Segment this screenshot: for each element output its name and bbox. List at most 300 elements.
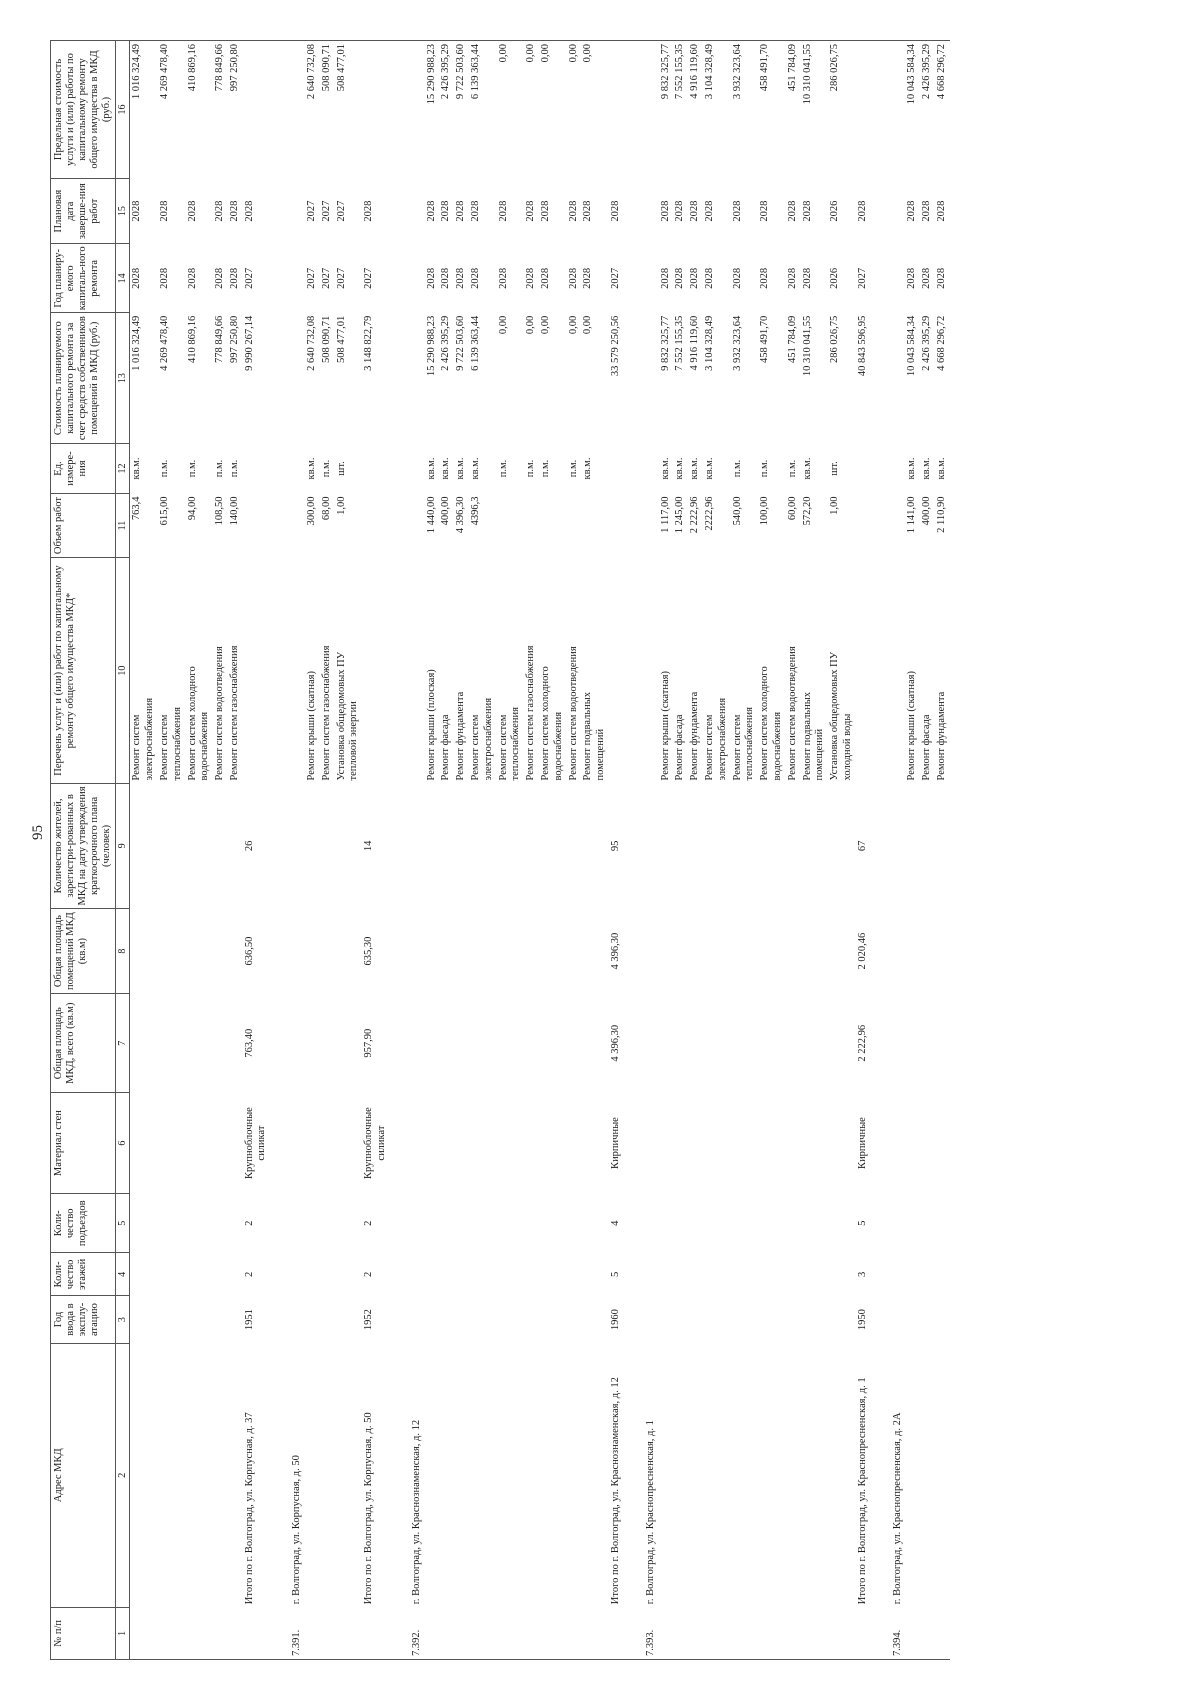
work-row [786, 41, 801, 1660]
empty-cell [130, 1194, 158, 1253]
limit-cost-cell: 778 849,66 [213, 41, 228, 179]
empty-cell [213, 1253, 228, 1296]
end-date-cell: 2028 [704, 200, 715, 222]
empty-cell [639, 1093, 659, 1194]
empty-cell [130, 1253, 158, 1296]
repair-year-cell: 2028 [704, 267, 715, 289]
limit-cost-cell: 286 026,75 [828, 41, 856, 179]
work-row [539, 41, 567, 1660]
empty-cell [130, 1296, 158, 1344]
total-label-cell: Итого по г. Волгоград, ул. Корпусная, д. 37 [243, 1412, 255, 1605]
empty-cell [285, 908, 305, 994]
entrances-cell: 5 [856, 1220, 868, 1226]
work-name-cell: Ремонт систем газоснабжения [320, 645, 332, 781]
empty-cell [673, 1253, 688, 1296]
empty-cell [213, 1093, 228, 1194]
empty-cell [609, 1607, 639, 1659]
item-number: 7.391. [285, 1607, 305, 1659]
cost-cell: 286 026,75 [829, 315, 841, 364]
empty-cell [886, 493, 906, 557]
empty-cell [673, 994, 688, 1093]
total-end-cell: 2028 [610, 200, 622, 222]
work-name-cell: Установка общедомовых ПУ тепловой энергии [335, 651, 360, 781]
empty-cell [703, 1296, 731, 1344]
header-cell: Коли-чество подъездов [51, 1194, 116, 1253]
total-row [609, 41, 639, 1660]
empty-cell [469, 1343, 497, 1607]
empty-cell [469, 994, 497, 1093]
empty-cell [285, 178, 305, 243]
empty-cell [731, 784, 759, 909]
area-rooms-cell: 4 396,30 [610, 932, 622, 970]
empty-cell [886, 244, 906, 313]
cost-cell: 997 250,80 [228, 315, 240, 364]
empty-cell [639, 1194, 659, 1253]
empty-cell [524, 1253, 539, 1296]
empty-cell [213, 908, 228, 994]
repair-year-cell: 2028 [801, 267, 813, 289]
work-row [454, 41, 469, 1660]
work-name-cell: Ремонт подвальных помещений [582, 691, 607, 781]
volume-cell [539, 493, 567, 557]
total-year-cell: 2027 [243, 267, 255, 289]
empty-cell [243, 41, 286, 179]
limit-cost-cell: 0,00 [539, 41, 567, 179]
empty-cell [688, 1343, 703, 1607]
empty-cell [243, 558, 286, 784]
total-cost-cell: 9 990 267,14 [243, 315, 255, 371]
empty-cell [905, 994, 920, 1093]
area-rooms-cell: 2 020,46 [856, 932, 868, 970]
residents-cell: 67 [856, 840, 868, 852]
total-row [856, 41, 886, 1660]
empty-cell [856, 493, 886, 557]
empty-cell [609, 41, 639, 179]
work-row [497, 41, 525, 1660]
column-number: 8 [116, 908, 130, 994]
limit-cost-cell: 10 310 041,55 [801, 41, 829, 179]
volume-cell: 400,00 [440, 496, 452, 526]
empty-cell [659, 1253, 674, 1296]
end-date-cell: 2028 [455, 200, 467, 222]
limit-cost-cell: 10 043 584,34 [905, 41, 920, 179]
empty-cell [639, 493, 659, 557]
volume-cell: 1 245,00 [674, 496, 686, 534]
empty-cell [905, 1194, 920, 1253]
work-name-cell: Ремонт крыши (скатная) [906, 670, 918, 781]
repair-year-cell: 2028 [525, 267, 537, 289]
empty-cell [524, 1093, 539, 1194]
empty-cell [439, 908, 454, 994]
empty-cell [609, 444, 639, 494]
repair-year-cell: 2028 [689, 267, 701, 289]
repair-year-cell: 2028 [759, 267, 771, 289]
empty-cell [335, 1343, 363, 1607]
empty-cell [609, 558, 639, 784]
empty-cell [703, 784, 731, 909]
empty-cell [758, 908, 786, 994]
empty-cell [524, 784, 539, 909]
cost-cell: 2 640 732,08 [306, 315, 318, 371]
empty-cell [920, 1093, 935, 1194]
header-cell: Перечень услуг и (или) работ по капитальному ремонту общего имущества МКД* [51, 558, 116, 784]
empty-cell [567, 1343, 582, 1607]
repair-year-cell: 2028 [425, 267, 437, 289]
unit-cell: кв.м. [659, 457, 671, 480]
empty-cell [158, 784, 186, 909]
empty-cell [439, 784, 454, 909]
volume-cell: 540,00 [731, 496, 743, 526]
cost-cell: 1 016 324,49 [131, 315, 143, 371]
empty-cell [186, 784, 214, 909]
end-date-cell: 2028 [470, 200, 482, 222]
empty-cell [567, 994, 582, 1093]
total-label-cell: Итого по г. Волгоград, ул. Краснопресненская, д. 1 [856, 1377, 868, 1605]
volume-cell: 400,00 [921, 496, 933, 526]
limit-cost-cell: 2 426 395,29 [920, 41, 935, 179]
end-date-cell: 2028 [659, 200, 671, 222]
end-date-cell: 2028 [674, 200, 686, 222]
empty-cell [320, 994, 335, 1093]
empty-cell [213, 1194, 228, 1253]
empty-cell [305, 1093, 320, 1194]
address-row [285, 41, 305, 1660]
work-name-cell: Ремонт систем газоснабжения [228, 645, 240, 781]
wall-material-cell: Кирпичные [856, 1117, 868, 1169]
empty-cell [801, 1253, 829, 1296]
repair-year-cell: 2028 [540, 267, 552, 289]
volume-cell: 1,00 [335, 496, 347, 515]
empty-cell [228, 784, 243, 909]
empty-cell [362, 444, 405, 494]
volume-cell: 140,00 [228, 496, 240, 526]
empty-cell [439, 1296, 454, 1344]
unit-cell: п.м. [731, 459, 743, 478]
empty-cell [524, 994, 539, 1093]
empty-cell [856, 558, 886, 784]
header-row [51, 41, 116, 1660]
end-date-cell: 2026 [829, 200, 841, 222]
empty-cell [213, 784, 228, 909]
empty-cell [497, 1607, 525, 1659]
column-number-row [116, 41, 130, 1660]
volume-cell [567, 493, 582, 557]
unit-cell: кв.м. [689, 457, 701, 480]
cost-cell: 458 491,70 [759, 315, 771, 364]
unit-cell: кв.м. [425, 457, 437, 480]
empty-cell [688, 908, 703, 994]
empty-cell [439, 1253, 454, 1296]
empty-cell [335, 784, 363, 909]
empty-cell [320, 1093, 335, 1194]
empty-cell [801, 784, 829, 909]
unit-cell: п.м. [759, 459, 771, 478]
repair-year-cell: 2028 [440, 267, 452, 289]
empty-cell [305, 1296, 320, 1344]
cost-cell: 0,00 [582, 315, 594, 335]
empty-cell [305, 784, 320, 909]
empty-cell [786, 994, 801, 1093]
column-number: 14 [116, 244, 130, 313]
empty-cell [731, 994, 759, 1093]
cost-cell: 0,00 [567, 315, 579, 335]
empty-cell [703, 908, 731, 994]
empty-cell [609, 493, 639, 557]
work-name-cell: Ремонт крыши (скатная) [306, 670, 318, 781]
volume-cell: 2222,96 [704, 496, 715, 531]
unit-cell: п.м. [214, 459, 226, 478]
empty-cell [305, 1194, 320, 1253]
empty-cell [285, 558, 305, 784]
address-cell: г. Волгоград, ул. Краснопресненская, д. 1 [644, 1420, 656, 1605]
empty-cell [425, 1607, 440, 1659]
empty-cell [305, 1343, 320, 1607]
empty-cell [454, 1093, 469, 1194]
end-date-cell: 2028 [906, 200, 918, 222]
empty-cell [186, 994, 214, 1093]
limit-cost-cell: 0,00 [567, 41, 582, 179]
unit-cell: п.м. [786, 459, 798, 478]
work-name-cell: Ремонт систем водоотведения [567, 646, 579, 781]
empty-cell [886, 908, 906, 994]
end-date-cell: 2028 [228, 200, 240, 222]
limit-cost-cell: 997 250,80 [228, 41, 243, 179]
empty-cell [758, 1093, 786, 1194]
cost-cell: 9 832 325,77 [659, 315, 671, 371]
empty-cell [305, 1607, 320, 1659]
empty-cell [130, 994, 158, 1093]
empty-cell [758, 1296, 786, 1344]
empty-cell [425, 1296, 440, 1344]
limit-cost-cell: 1 016 324,49 [130, 41, 158, 179]
empty-cell [285, 1253, 305, 1296]
limit-cost-cell: 0,00 [581, 41, 609, 179]
header-cell: Год планиру-емого капиталь-ного ремонта [51, 244, 116, 313]
empty-cell [186, 1194, 214, 1253]
end-date-cell: 2028 [921, 200, 933, 222]
empty-cell [731, 1343, 759, 1607]
empty-cell [886, 1093, 906, 1194]
empty-cell [828, 1093, 856, 1194]
cost-cell: 3 104 328,49 [704, 315, 715, 371]
header-cell: Общая площадь помещений МКД (кв.м) [51, 908, 116, 994]
cost-cell: 4 668 296,72 [935, 315, 947, 371]
empty-cell [581, 1343, 609, 1607]
empty-cell [228, 1343, 243, 1607]
empty-cell [405, 784, 425, 909]
empty-cell [786, 908, 801, 994]
empty-cell [439, 1343, 454, 1607]
empty-cell [524, 1296, 539, 1344]
end-date-cell: 2028 [689, 200, 701, 222]
total-cost-cell: 33 579 250,56 [610, 315, 622, 377]
empty-cell [469, 784, 497, 909]
area-total-cell: 763,40 [243, 1028, 255, 1058]
unit-cell: шт. [829, 461, 841, 476]
page-number: 95 [30, 825, 46, 840]
empty-cell [425, 994, 440, 1093]
unit-cell: кв.м. [801, 457, 813, 480]
cost-cell: 410 869,16 [186, 315, 198, 364]
work-row [130, 41, 158, 1660]
empty-cell [828, 1296, 856, 1344]
work-row [439, 41, 454, 1660]
limit-cost-cell: 2 640 732,08 [305, 41, 320, 179]
floors-cell: 2 [363, 1271, 375, 1278]
empty-cell [688, 1607, 703, 1659]
empty-cell [905, 908, 920, 994]
empty-cell [639, 313, 659, 444]
empty-cell [886, 1194, 906, 1253]
empty-cell [362, 558, 405, 784]
work-name-cell: Ремонт систем водоотведения [214, 646, 226, 781]
work-row [905, 41, 920, 1660]
total-row [362, 41, 405, 1660]
column-number: 7 [116, 994, 130, 1093]
empty-cell [935, 1607, 950, 1659]
empty-cell [469, 1093, 497, 1194]
empty-cell [439, 1607, 454, 1659]
work-name-cell: Ремонт систем электроснабжения [704, 697, 728, 781]
empty-cell [935, 1093, 950, 1194]
empty-cell [539, 1296, 567, 1344]
empty-cell [335, 1253, 363, 1296]
item-number: 7.394. [886, 1607, 906, 1659]
empty-cell [497, 1253, 525, 1296]
cost-cell: 451 784,09 [786, 315, 798, 364]
empty-cell [243, 1607, 286, 1659]
empty-cell [405, 908, 425, 994]
empty-cell [130, 1343, 158, 1607]
end-date-cell: 2027 [335, 200, 347, 222]
empty-cell [920, 908, 935, 994]
work-name-cell: Ремонт систем холодного водоснабжения [759, 666, 783, 781]
unit-cell: кв.м. [582, 457, 594, 480]
work-name-cell: Ремонт фасада [921, 714, 933, 781]
limit-cost-cell: 458 491,70 [758, 41, 786, 179]
empty-cell [935, 994, 950, 1093]
end-date-cell: 2028 [786, 200, 798, 222]
empty-cell [439, 1194, 454, 1253]
empty-cell [228, 1093, 243, 1194]
empty-cell [186, 908, 214, 994]
cost-cell: 2 426 395,29 [921, 315, 933, 371]
limit-cost-cell: 2 426 395,29 [439, 41, 454, 179]
floors-cell: 3 [856, 1271, 868, 1278]
work-name-cell: Ремонт фасада [674, 714, 686, 781]
empty-cell [639, 908, 659, 994]
work-name-cell: Ремонт крыши (скатная) [659, 670, 671, 781]
empty-cell [524, 1607, 539, 1659]
empty-cell [405, 1253, 425, 1296]
repair-year-cell: 2028 [674, 267, 686, 289]
address-row [639, 41, 659, 1660]
empty-cell [305, 1253, 320, 1296]
empty-cell [581, 1253, 609, 1296]
empty-cell [320, 1607, 335, 1659]
cost-cell: 0,00 [497, 315, 509, 335]
work-row [935, 41, 950, 1660]
empty-cell [320, 1194, 335, 1253]
item-number: 7.393. [639, 1607, 659, 1659]
empty-cell [659, 994, 674, 1093]
empty-cell [497, 1093, 525, 1194]
empty-cell [639, 444, 659, 494]
volume-cell: 572,20 [801, 496, 813, 526]
empty-cell [335, 1296, 363, 1344]
unit-cell: кв.м. [470, 457, 482, 480]
work-row [688, 41, 703, 1660]
empty-cell [935, 908, 950, 994]
empty-cell [158, 1296, 186, 1344]
empty-cell [497, 1194, 525, 1253]
column-number: 6 [116, 1093, 130, 1194]
empty-cell [801, 908, 829, 994]
empty-cell [186, 1343, 214, 1607]
empty-cell [935, 1194, 950, 1253]
year-built-cell: 1960 [610, 1309, 622, 1331]
empty-cell [285, 444, 305, 494]
cost-cell: 778 849,66 [214, 315, 226, 364]
column-number: 13 [116, 313, 130, 444]
year-built-cell: 1951 [243, 1309, 255, 1331]
empty-cell [639, 994, 659, 1093]
column-number: 4 [116, 1253, 130, 1296]
column-number: 1 [116, 1607, 130, 1659]
empty-cell [405, 1093, 425, 1194]
empty-cell [758, 1253, 786, 1296]
work-row [920, 41, 935, 1660]
empty-cell [285, 784, 305, 909]
empty-cell [539, 1343, 567, 1607]
empty-cell [469, 1194, 497, 1253]
empty-cell [673, 784, 688, 909]
volume-cell: 100,00 [759, 496, 771, 526]
empty-cell [758, 1607, 786, 1659]
empty-cell [567, 1093, 582, 1194]
empty-cell [285, 313, 305, 444]
empty-cell [158, 1343, 186, 1607]
empty-cell [454, 784, 469, 909]
empty-cell [758, 1194, 786, 1253]
empty-cell [362, 493, 405, 557]
table-body [130, 41, 950, 1660]
work-row [524, 41, 539, 1660]
address-cell: г. Волгоград, ул. Краснопресненская, д. 2А [891, 1412, 903, 1605]
column-number: 16 [116, 41, 130, 179]
empty-cell [335, 1607, 363, 1659]
empty-cell [405, 493, 425, 557]
empty-cell [581, 1296, 609, 1344]
empty-cell [935, 784, 950, 909]
floors-cell: 2 [243, 1271, 255, 1278]
empty-cell [673, 1607, 688, 1659]
work-name-cell: Ремонт систем водоотведения [786, 646, 798, 781]
volume-cell: 615,00 [158, 496, 170, 526]
empty-cell [659, 1093, 674, 1194]
volume-cell: 4 396,30 [455, 496, 467, 534]
empty-cell [639, 178, 659, 243]
wall-material-cell: Крупноблочные силикат [363, 1107, 388, 1179]
empty-cell [659, 908, 674, 994]
empty-cell [567, 1253, 582, 1296]
empty-cell [567, 1194, 582, 1253]
empty-cell [581, 1607, 609, 1659]
unit-cell: п.м. [228, 459, 240, 478]
limit-cost-cell: 9 722 503,60 [454, 41, 469, 179]
empty-cell [703, 1194, 731, 1253]
empty-cell [639, 1253, 659, 1296]
